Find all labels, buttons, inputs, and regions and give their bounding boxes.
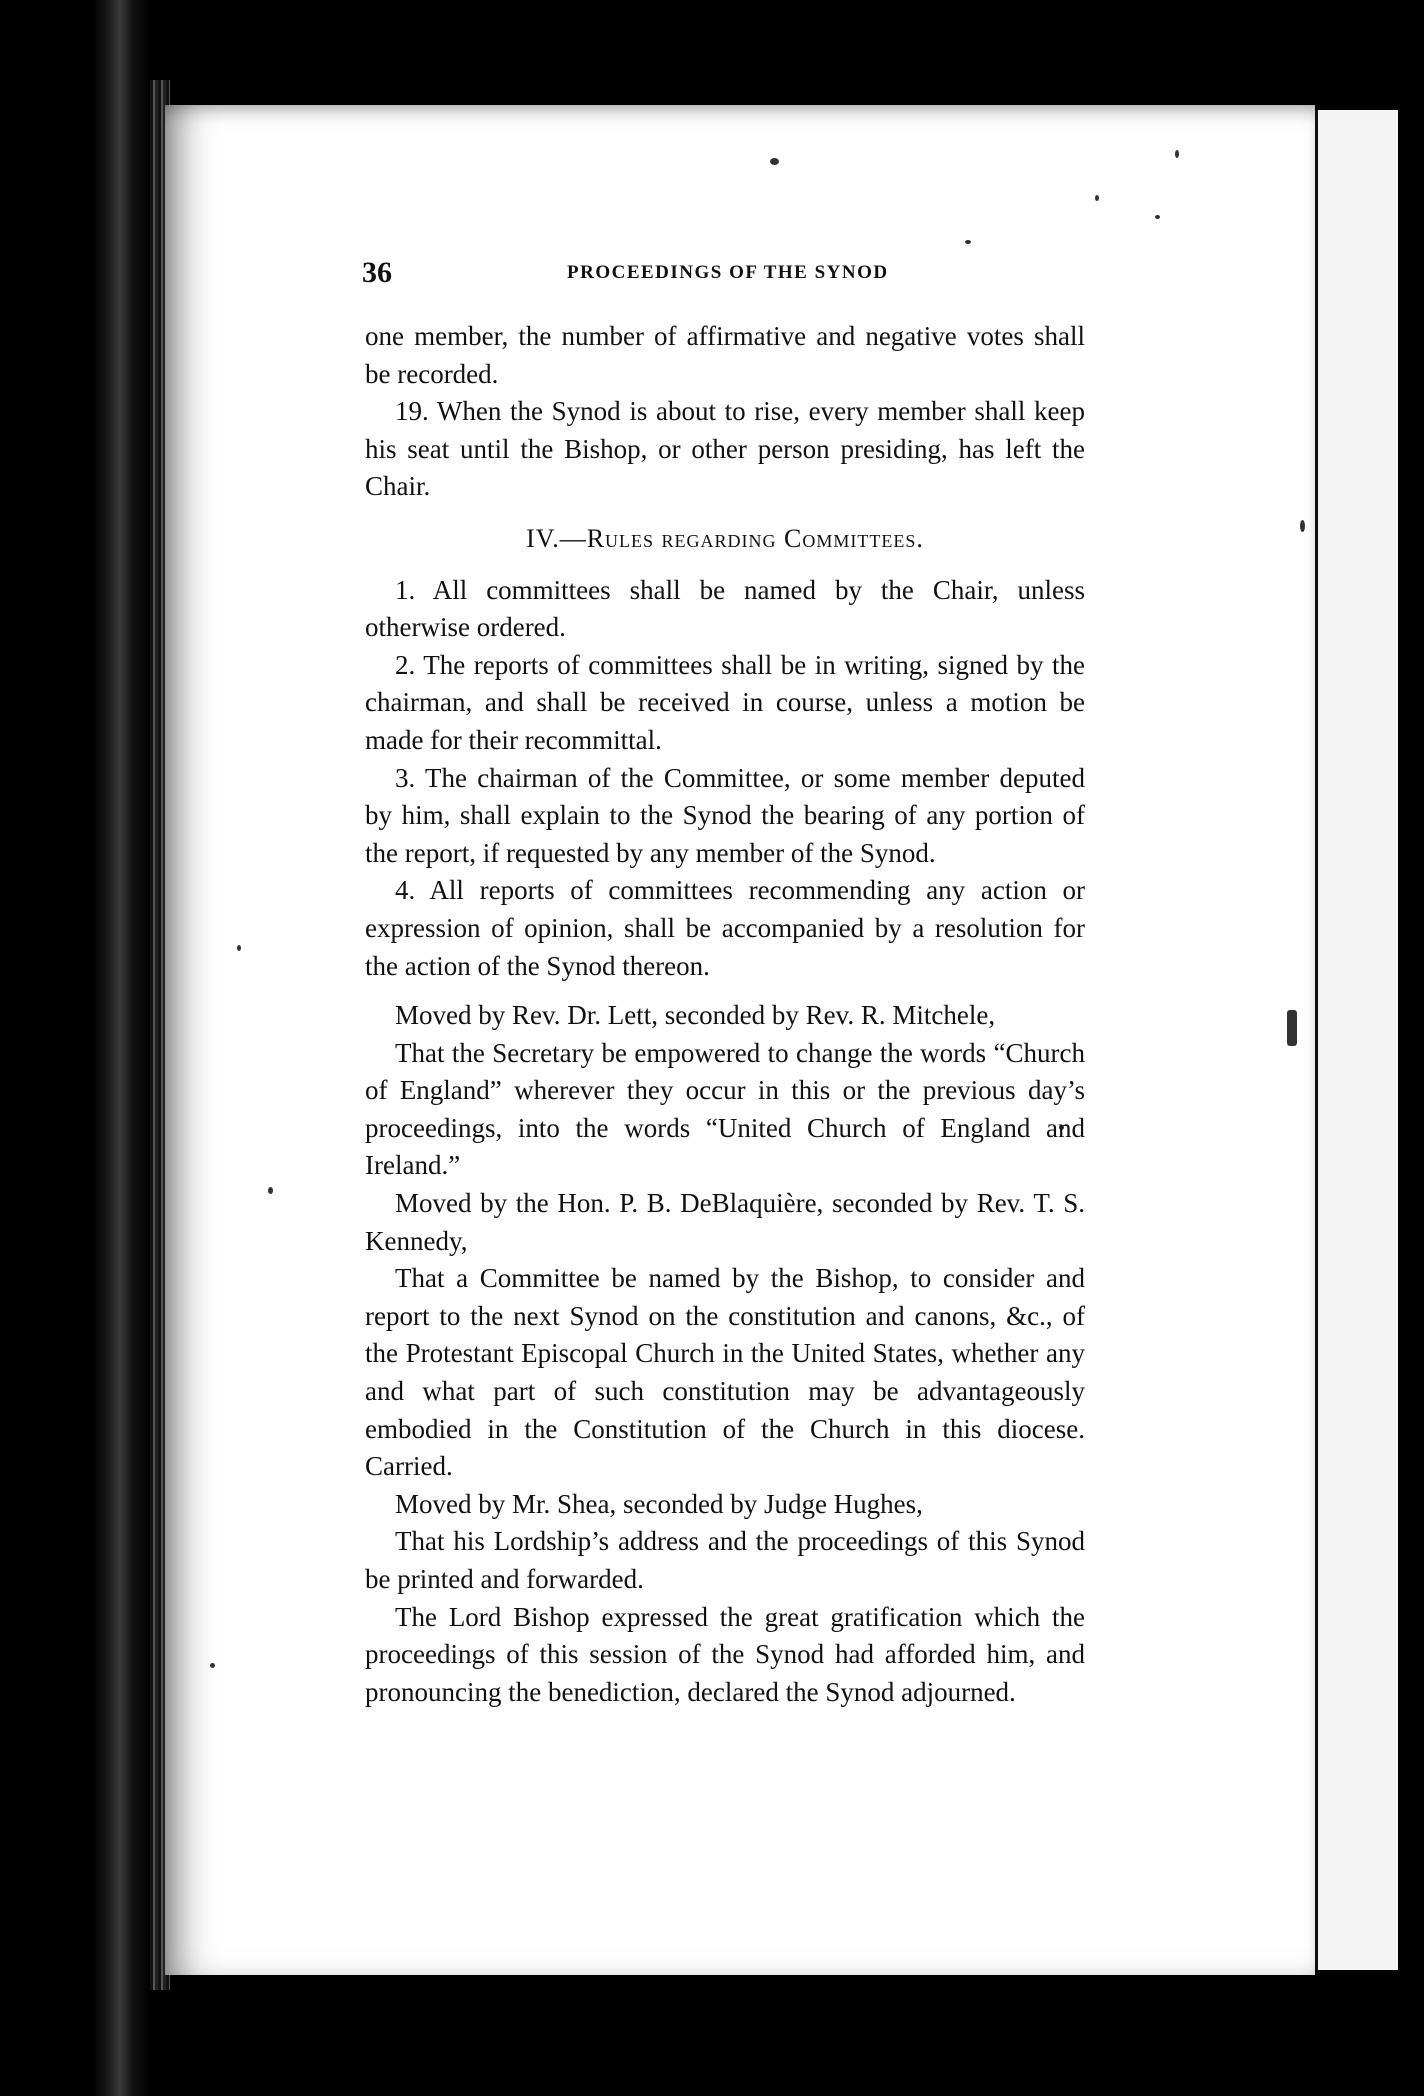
page-header (362, 256, 1092, 296)
section-heading: IV.—Rules regarding Committees. (526, 523, 924, 553)
paragraph: Moved by Rev. Dr. Lett, seconded by Rev. R. Mitchele, (395, 1000, 996, 1031)
paragraph: 2. The reports of committees shall be in writing, signed by the chairman, and shall be received in course, unless a motion be made for their recommittal. (365, 649, 1085, 755)
scan-speck (770, 158, 779, 165)
running-head: PROCEEDINGS OF THE SYNOD (567, 262, 889, 283)
scan-speck (1175, 150, 1179, 158)
facing-page-edge (1315, 110, 1398, 1970)
paragraph: 3. The chairman of the Committee, or some member deputed by him, shall explain to the Synod the bearing of any portion of the report, if requested by any member of the Synod. (365, 762, 1085, 868)
paragraph: 19. When the Synod is about to rise, every member shall keep his seat until the Bishop, or other person presiding, has left the Chair. (365, 396, 1085, 502)
paragraph: Moved by Mr. Shea, seconded by Judge Hughes, (395, 1488, 923, 1519)
paragraph: 4. All reports of committees recommending any action or expression of opinion, shall be accompanied by a resolution for the action of the Synod thereon. (365, 875, 1085, 981)
paragraph: one member, the number of affirmative and negative votes shall be recorded. (365, 321, 1085, 389)
paragraph: That a Committee be named by the Bishop, to consider and report to the next Synod on the constitution and canons, &c., of the Protestant Episcopal Church in the United States, whether any and what part of such constitution may be advantageously embodied in the Constitution of the Church in this diocese. Carried. (365, 1263, 1085, 1482)
page-number: 36 (362, 256, 392, 289)
scan-speck (268, 1187, 273, 1194)
page-body (365, 318, 1085, 1711)
paragraph: Moved by the Hon. P. B. DeBlaquière, seconded by Rev. T. S. Kennedy, (365, 1188, 1085, 1256)
scan-speck (965, 240, 971, 244)
scan-speck (237, 945, 241, 951)
scan-speck (1155, 215, 1160, 219)
paragraph: 1. All committees shall be named by the Chair, unless otherwise ordered. (365, 574, 1085, 643)
scan-border-left (0, 0, 150, 2096)
paragraph: The Lord Bishop expressed the great gratification which the proceedings of this session of the Synod had afforded him, and pronouncing the benediction, declared the Synod adjourned. (365, 1601, 1085, 1707)
scan-speck (1287, 1010, 1297, 1046)
paragraph: That his Lordship’s address and the proceedings of this Synod be printed and forwarded. (365, 1526, 1085, 1594)
paragraph: That the Secretary be empowered to change the words “Church of England” wherever they occur in this or the previous day’s proceedings, into the words “United Church of England and Ireland.” (365, 1037, 1085, 1181)
scan-speck (1300, 520, 1305, 532)
scan-speck (210, 1663, 215, 1668)
scan-speck (1095, 195, 1099, 201)
